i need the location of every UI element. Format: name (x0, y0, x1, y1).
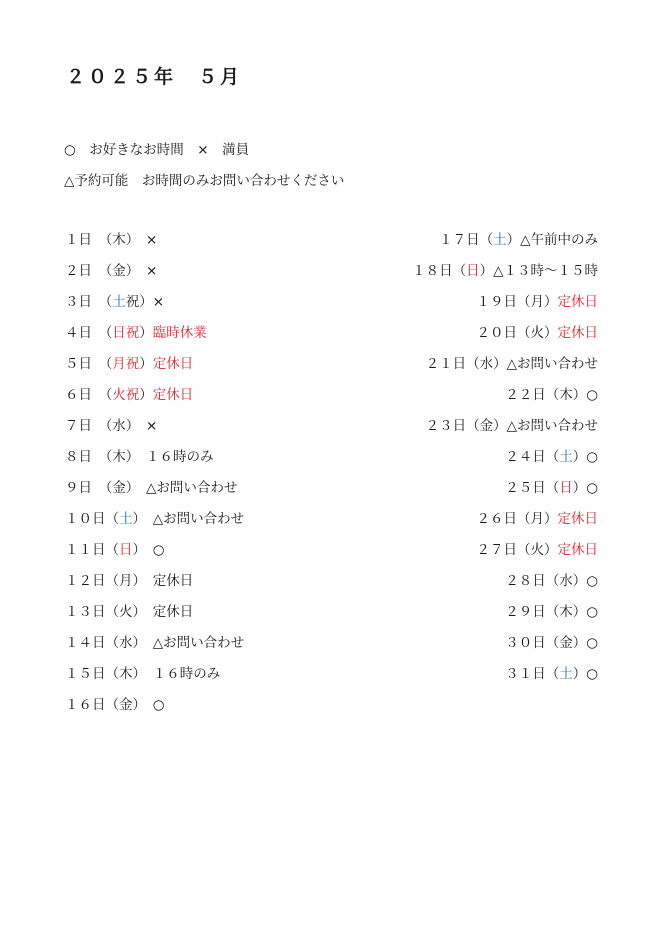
schedule-row (65, 323, 244, 354)
schedule-text: ）△１３時～１５時 (479, 263, 598, 279)
schedule-text: ）△午前中のみ (506, 232, 598, 248)
schedule-text: ２７日（火） (476, 542, 558, 558)
schedule-text: 日祝 (112, 325, 140, 341)
schedule-text: ３１日（ (505, 666, 560, 682)
schedule-text: ８日 （木） １６時のみ (65, 449, 214, 465)
schedule-text: 土 (559, 666, 573, 682)
schedule-row (378, 323, 598, 354)
schedule-text: 火祝 (112, 387, 140, 403)
schedule-text: 定休日 (557, 511, 598, 527)
schedule-row (65, 447, 244, 478)
schedule-row (378, 602, 598, 633)
schedule-row (378, 261, 598, 292)
schedule-text: １４日（水） △お問い合わせ (65, 635, 245, 651)
schedule-text: ２２日（木）○ (505, 387, 598, 403)
schedule-text: ２３日（金）△お問い合わせ (425, 418, 598, 434)
schedule-text: ）○ (572, 666, 598, 682)
schedule-text: 定休日 (557, 294, 598, 310)
schedule-text: ）○ (572, 480, 598, 496)
schedule-text: ６日 （ (65, 387, 113, 403)
schedule-text: 臨時休業 (152, 325, 207, 341)
legend-line-2: △予約可能 お時間のみお問い合わせください (64, 173, 345, 189)
schedule-row (65, 385, 244, 416)
legend-line-1: ○ お好きなお時間 × 満員 (64, 142, 250, 158)
schedule-text: ２６日（月） (476, 511, 558, 527)
schedule-text: ３日 （ (65, 294, 113, 310)
schedule-text: １６日（金） ○ (65, 697, 165, 713)
schedule-row (65, 509, 244, 540)
schedule-text: １日 （木） × (65, 232, 158, 248)
schedule-row (65, 354, 244, 385)
schedule-text: 日 (119, 542, 133, 558)
schedule-text: ２４日（ (505, 449, 560, 465)
schedule-text: ） (139, 387, 153, 403)
schedule-text: 定休日 (557, 542, 598, 558)
schedule-text: 土 (112, 294, 126, 310)
schedule-row (65, 695, 244, 726)
schedule-row (378, 509, 598, 540)
schedule-text: 定休日 (152, 387, 194, 403)
schedule-text: １０日（ (65, 511, 119, 527)
schedule-row (378, 664, 598, 695)
schedule-row (65, 292, 244, 323)
schedule-text: １８日（ (412, 263, 467, 279)
schedule-text: 土 (559, 449, 573, 465)
schedule-right-column (378, 230, 598, 695)
schedule-text: 土 (119, 511, 133, 527)
schedule-row (378, 633, 598, 664)
schedule-text: ５日 （ (65, 356, 113, 372)
schedule-row (65, 633, 244, 664)
schedule-row (65, 416, 244, 447)
schedule-row (65, 478, 244, 509)
schedule-row (65, 602, 244, 633)
schedule-text: ）○ (572, 449, 598, 465)
schedule-text: ７日 （水） × (65, 418, 158, 434)
schedule-row (65, 664, 244, 695)
schedule-row (65, 571, 244, 602)
schedule-row (378, 416, 598, 447)
schedule-text: ２９日（木）○ (505, 604, 598, 620)
schedule-row (65, 230, 244, 261)
schedule-left-column (65, 230, 244, 726)
schedule-text: ２１日（水）△お問い合わせ (425, 356, 598, 372)
schedule-text: 月祝 (112, 356, 140, 372)
schedule-text: 土 (493, 232, 507, 248)
schedule-text: １５日（木） １６時のみ (65, 666, 221, 682)
schedule-row (378, 354, 598, 385)
schedule-text: １９日（月） (476, 294, 558, 310)
schedule-text: 日 (466, 263, 480, 279)
schedule-text: １３日（火） 定休日 (65, 604, 194, 620)
page-title: ２０２５年 ５月 (66, 66, 243, 88)
schedule-text: ） ○ (132, 542, 165, 558)
schedule-row (378, 230, 598, 261)
schedule-text: １７日（ (439, 232, 494, 248)
schedule-text: 定休日 (152, 356, 194, 372)
schedule-row (378, 385, 598, 416)
schedule-row (378, 447, 598, 478)
schedule-row (378, 540, 598, 571)
schedule-row (65, 261, 244, 292)
schedule-row (65, 540, 244, 571)
schedule-text: ３０日（金）○ (505, 635, 598, 651)
schedule-text: 祝）× (125, 294, 165, 310)
schedule-text: 定休日 (557, 325, 598, 341)
schedule-text: ９日 （金） △お問い合わせ (65, 480, 238, 496)
schedule-text: ） △お問い合わせ (132, 511, 245, 527)
schedule-text: １１日（ (65, 542, 119, 558)
schedule-text: ２５日（ (505, 480, 560, 496)
schedule-row (378, 571, 598, 602)
schedule-row (378, 292, 598, 323)
schedule-row (378, 478, 598, 509)
schedule-text: ） (139, 356, 153, 372)
schedule-text: ４日 （ (65, 325, 113, 341)
schedule-text: ２８日（水）○ (505, 573, 598, 589)
schedule-text: 日 (559, 480, 573, 496)
schedule-text: １２日（月） 定休日 (65, 573, 194, 589)
schedule-text: ２日 （金） × (65, 263, 158, 279)
schedule-text: ２０日（火） (476, 325, 558, 341)
schedule-text: ） (139, 325, 153, 341)
